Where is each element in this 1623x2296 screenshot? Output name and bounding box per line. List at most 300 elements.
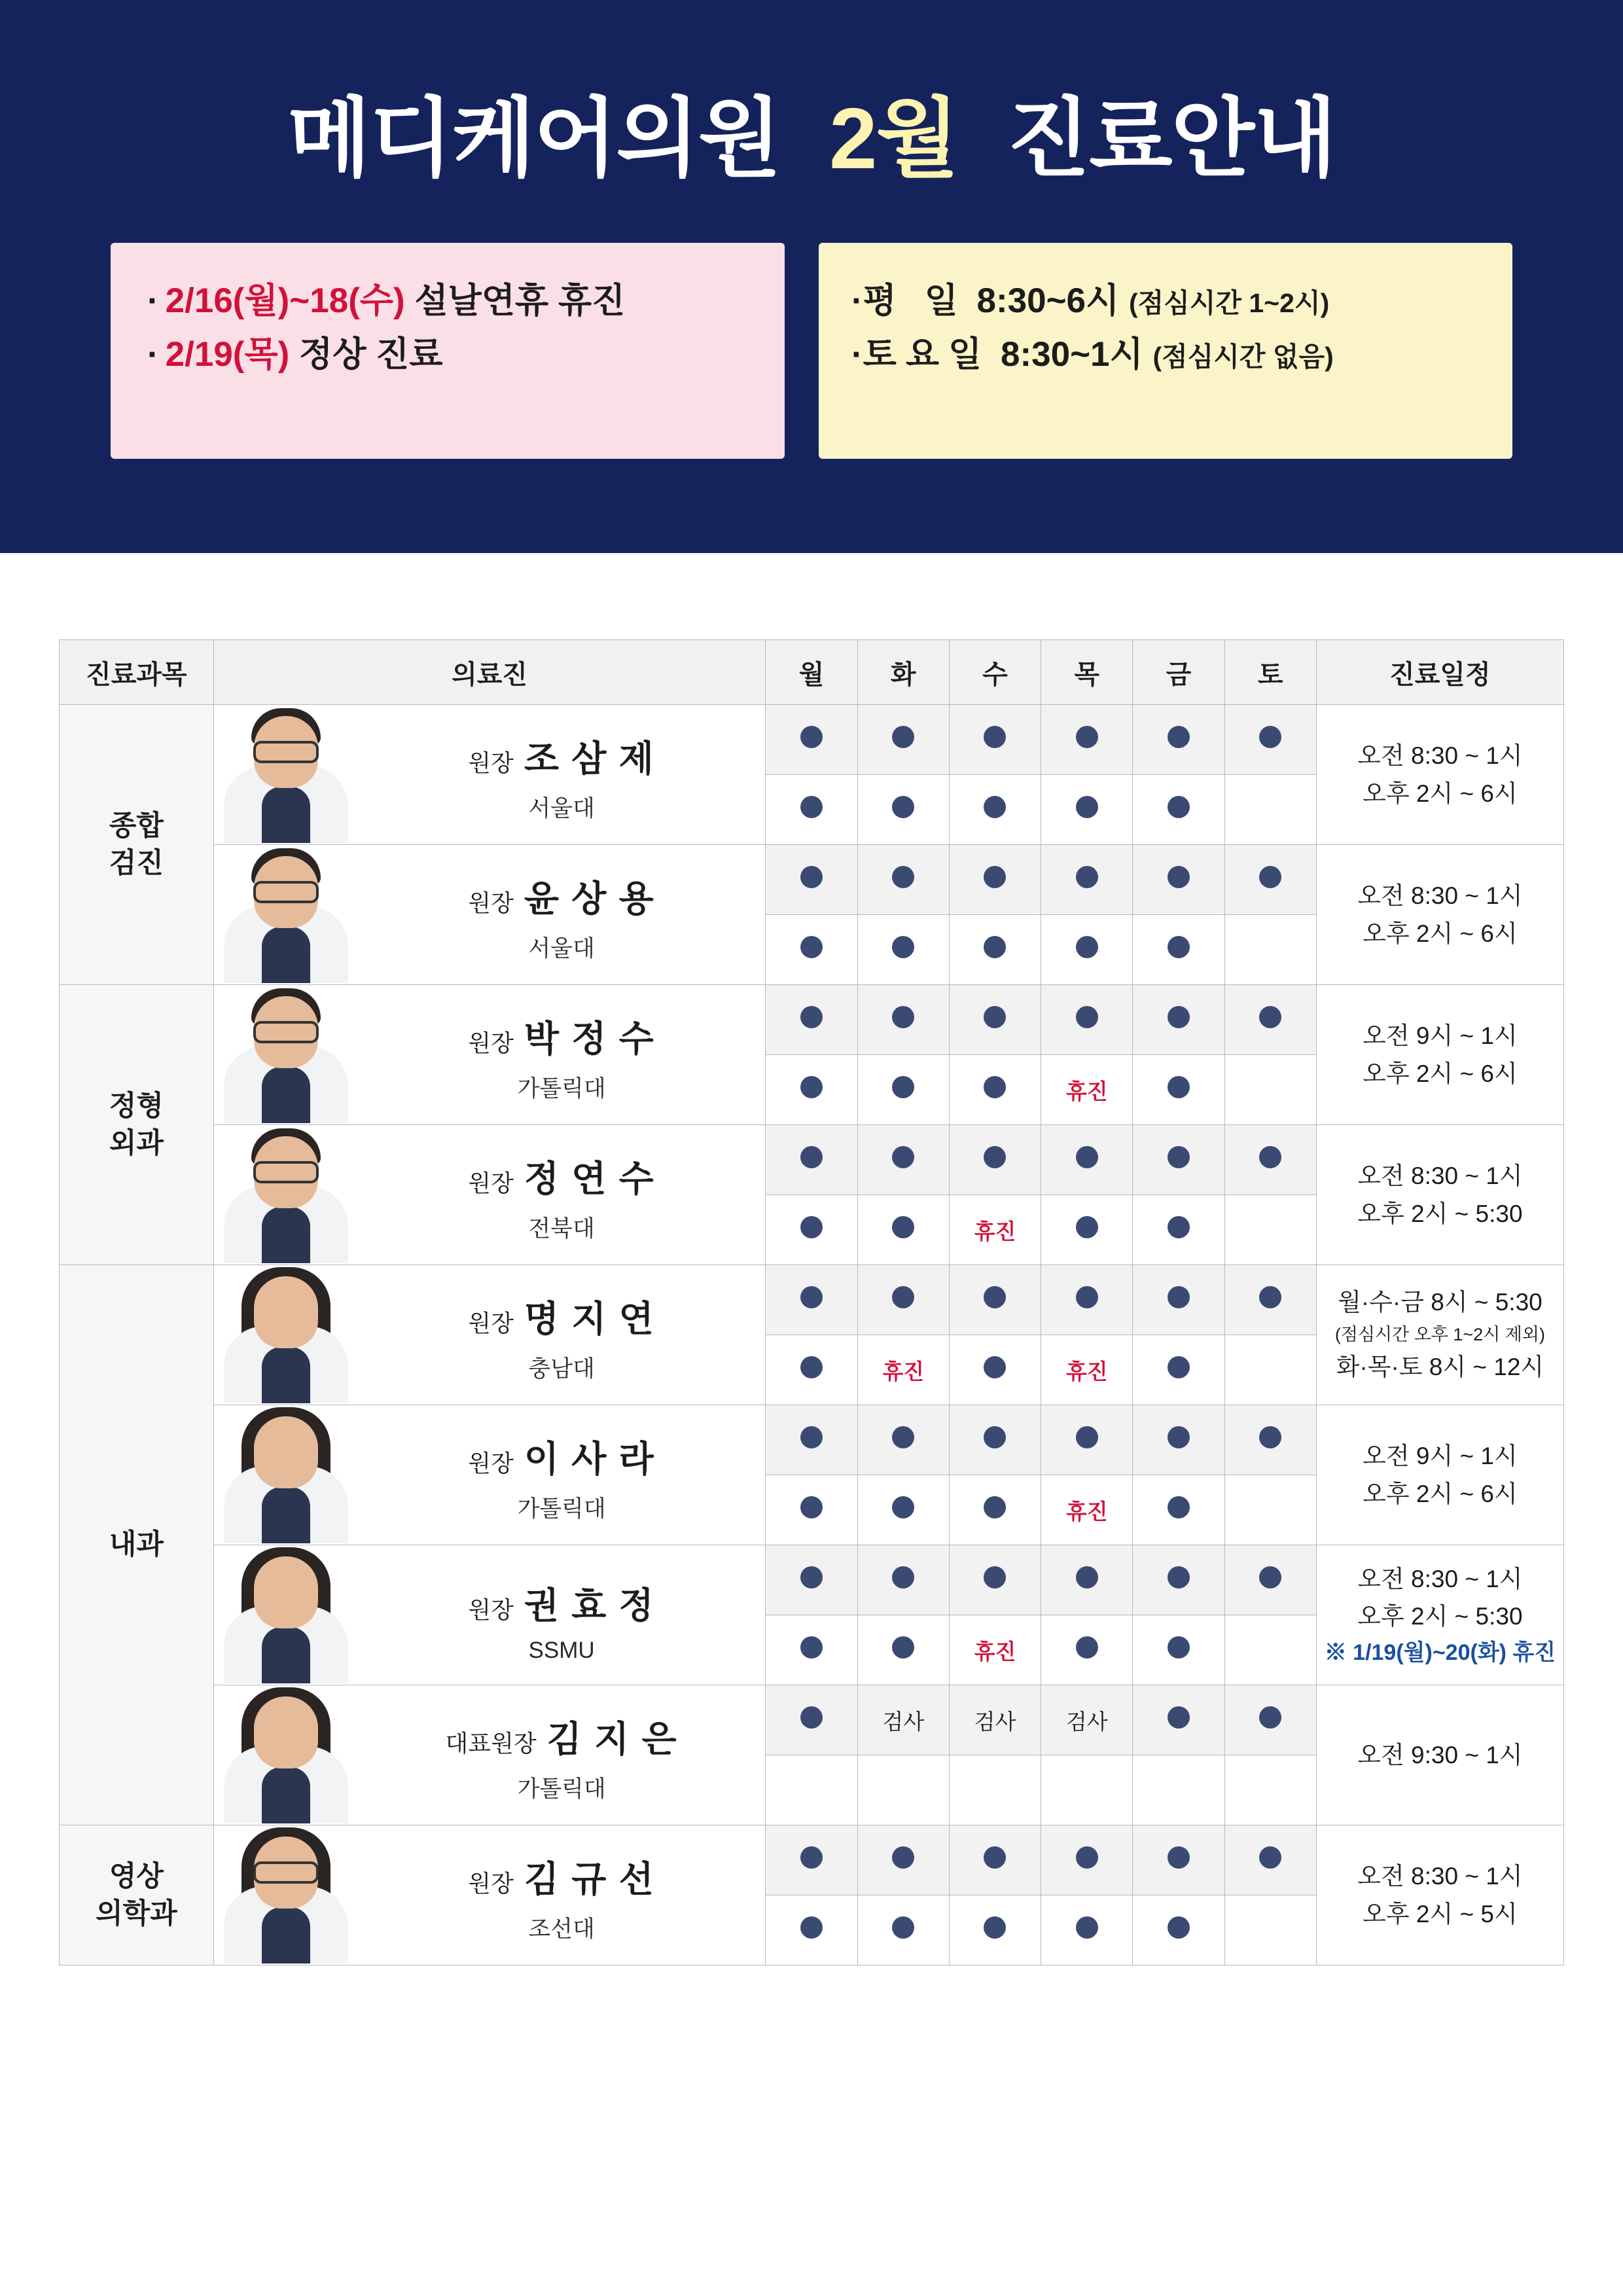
am-day-3 (1041, 1545, 1133, 1615)
department-label-2: 의학과 (96, 1897, 177, 1929)
doctor-fullname: 조 삼 제 (524, 738, 655, 779)
doctor-school: SSMU (528, 1637, 595, 1663)
available-dot-icon (1168, 796, 1190, 818)
available-dot-icon (800, 796, 823, 818)
th-department: 진료과목 (60, 640, 214, 705)
am-day-2 (949, 1405, 1041, 1475)
notice-bullet-1: · (147, 281, 159, 320)
am-day-2 (949, 845, 1041, 915)
pm-day-1 (857, 775, 949, 845)
th-doctor: 의료진 (213, 640, 766, 705)
am-day-4 (1133, 705, 1224, 775)
available-dot-icon (984, 1426, 1006, 1448)
department-label-1: 정형 (109, 1090, 164, 1122)
available-dot-icon (800, 1286, 823, 1308)
doctor-name (358, 1150, 766, 1202)
am-day-0 (766, 1125, 857, 1195)
schedule-table-wrap (59, 639, 1564, 1965)
doctor-fullname: 이 사 라 (524, 1438, 655, 1479)
available-dot-icon (984, 1146, 1006, 1168)
pm-day-3 (1041, 775, 1133, 845)
schedule-line-1: 오전 8:30 ~ 1시 (1357, 1863, 1523, 1890)
available-dot-icon (1076, 1286, 1098, 1308)
am-day-3 (1041, 1405, 1133, 1475)
schedule-line-1: 오전 8:30 ~ 1시 (1357, 1162, 1523, 1190)
available-dot-icon (1168, 726, 1190, 748)
pm-day-3 (1041, 1895, 1133, 1965)
available-dot-icon (892, 1636, 914, 1659)
pm-day-2 (949, 1755, 1041, 1825)
doctor-school: 조선대 (528, 1916, 595, 1942)
pm-day-4 (1133, 1895, 1224, 1965)
available-dot-icon (984, 1286, 1006, 1308)
schedule-line-2: 오후 2시 ~ 6시 (1363, 1480, 1518, 1507)
am-day-1 (857, 1265, 949, 1335)
doctor-cell (213, 985, 766, 1125)
am-day-5 (1224, 985, 1316, 1055)
pm-day-5 (1224, 775, 1316, 845)
closed-label: 휴진 (974, 1639, 1016, 1664)
exam-label: 검사 (882, 1709, 925, 1734)
hours-bullet-2: · (851, 335, 863, 374)
am-day-1 (857, 1125, 949, 1195)
am-day-5 (1224, 1125, 1316, 1195)
pm-day-2 (949, 1475, 1041, 1545)
pm-day-0 (766, 1195, 857, 1265)
available-dot-icon (1076, 1916, 1098, 1939)
schedule-cell (1316, 1125, 1563, 1265)
table-row (60, 845, 1564, 915)
doctor-fullname: 박 정 수 (524, 1018, 655, 1059)
department-cell (60, 1825, 214, 1965)
opening-hours-box (819, 243, 1512, 459)
am-day-4 (1133, 1265, 1224, 1335)
doctor-school: 충남대 (528, 1355, 595, 1382)
pm-day-1 (857, 1615, 949, 1685)
am-day-0 (766, 1545, 857, 1615)
doctor-photo (214, 847, 358, 983)
available-dot-icon (1168, 1636, 1190, 1659)
am-day-4 (1133, 1405, 1224, 1475)
doctor-fullname: 명 지 연 (524, 1298, 655, 1339)
hours-note-saturday: (점심시간 없음) (1152, 342, 1334, 372)
notice-text-1: 설날연휴 휴진 (414, 281, 626, 320)
table-row (60, 1545, 1564, 1615)
pm-day-4 (1133, 1055, 1224, 1125)
exam-label: 검사 (1065, 1709, 1108, 1734)
am-day-0 (766, 1825, 857, 1895)
available-dot-icon (800, 866, 823, 888)
schedule-line-2: 오후 2시 ~ 6시 (1363, 780, 1518, 807)
available-dot-icon (1259, 1566, 1281, 1588)
am-day-4 (1133, 1125, 1224, 1195)
available-dot-icon (984, 1076, 1006, 1098)
available-dot-icon (1168, 1286, 1190, 1308)
available-dot-icon (800, 1216, 823, 1238)
available-dot-icon (1076, 1216, 1098, 1238)
doctor-photo (214, 1827, 358, 1964)
available-dot-icon (984, 1006, 1006, 1028)
am-day-5 (1224, 1545, 1316, 1615)
am-day-3 (1041, 705, 1133, 775)
doctor-cell (213, 1825, 766, 1965)
available-dot-icon (892, 1146, 914, 1168)
doctor-fullname: 김 지 은 (546, 1718, 678, 1759)
hours-time-saturday: 8:30~1시 (1001, 335, 1143, 374)
available-dot-icon (892, 1006, 914, 1028)
table-row (60, 705, 1564, 775)
pm-day-1 (857, 1195, 949, 1265)
pm-day-0 (766, 1335, 857, 1405)
table-row (60, 1405, 1564, 1475)
am-day-2 (949, 1545, 1041, 1615)
doctor-role: 대표원장 (445, 1729, 537, 1757)
schedule-cell (1316, 705, 1563, 845)
pm-day-5 (1224, 1615, 1316, 1685)
schedule-line-1: 오전 9시 ~ 1시 (1363, 1022, 1518, 1050)
th-day-sat: 토 (1224, 640, 1316, 705)
pm-day-3 (1041, 915, 1133, 985)
am-day-2 (949, 1125, 1041, 1195)
am-day-4 (1133, 1825, 1224, 1895)
available-dot-icon (1076, 1006, 1098, 1028)
available-dot-icon (984, 936, 1006, 958)
pm-day-0 (766, 1475, 857, 1545)
available-dot-icon (1259, 1706, 1281, 1729)
doctor-school: 서울대 (528, 795, 595, 821)
doctor-role: 원장 (468, 1449, 514, 1477)
title-month: 2월 (829, 90, 958, 187)
pm-day-3 (1041, 1475, 1133, 1545)
am-day-3 (1041, 985, 1133, 1055)
schedule-cell (1316, 1685, 1563, 1825)
doctor-photo (214, 1267, 358, 1403)
department-cell (60, 705, 214, 985)
department-cell (60, 985, 214, 1265)
pm-day-0 (766, 1055, 857, 1125)
hours-note-weekday: (점심시간 1~2시) (1128, 288, 1330, 318)
hours-time-weekday: 8:30~6시 (976, 281, 1120, 320)
pm-day-5 (1224, 1335, 1316, 1405)
am-day-4 (1133, 985, 1224, 1055)
available-dot-icon (800, 726, 823, 748)
available-dot-icon (892, 1426, 914, 1448)
pm-day-5 (1224, 915, 1316, 985)
header-info-boxes (0, 243, 1623, 459)
available-dot-icon (892, 1216, 914, 1238)
available-dot-icon (1076, 1636, 1098, 1659)
pm-day-2 (949, 1195, 1041, 1265)
schedule-cell (1316, 845, 1563, 985)
doctor-fullname: 권 효 정 (524, 1585, 655, 1626)
table-row (60, 1265, 1564, 1335)
available-dot-icon (892, 796, 914, 818)
schedule-line-alt-1: 화·목·토 8시 ~ 12시 (1336, 1354, 1544, 1381)
available-dot-icon (1168, 1006, 1190, 1028)
pm-day-4 (1133, 1475, 1224, 1545)
doctor-role: 원장 (468, 1029, 514, 1056)
doctor-role: 원장 (468, 749, 514, 776)
th-day-tue: 화 (857, 640, 949, 705)
available-dot-icon (1259, 866, 1281, 888)
am-day-2 (949, 1685, 1041, 1755)
doctor-role: 원장 (468, 889, 514, 916)
available-dot-icon (1259, 1846, 1281, 1869)
table-head (60, 640, 1564, 705)
pm-day-1 (857, 1055, 949, 1125)
pm-day-4 (1133, 775, 1224, 845)
pm-day-4 (1133, 1755, 1224, 1825)
available-dot-icon (1168, 1496, 1190, 1518)
schedule-line-2: 오후 2시 ~ 5:30 (1357, 1603, 1523, 1630)
am-day-2 (949, 705, 1041, 775)
schedule-cell (1316, 985, 1563, 1125)
pm-day-1 (857, 1475, 949, 1545)
schedule-cell (1316, 1265, 1563, 1405)
table-row (60, 985, 1564, 1055)
doctor-photo (214, 1407, 358, 1543)
am-day-4 (1133, 1545, 1224, 1615)
doctor-cell (213, 1685, 766, 1825)
available-dot-icon (984, 1846, 1006, 1869)
am-day-1 (857, 1405, 949, 1475)
available-dot-icon (1168, 1356, 1190, 1378)
schedule-cell (1316, 1825, 1563, 1965)
pm-day-5 (1224, 1755, 1316, 1825)
pm-day-0 (766, 775, 857, 845)
doctor-role: 원장 (468, 1596, 514, 1623)
available-dot-icon (800, 1566, 823, 1588)
doctor-photo (214, 1127, 358, 1263)
th-day-thu: 목 (1041, 640, 1133, 705)
am-day-1 (857, 845, 949, 915)
available-dot-icon (1076, 796, 1098, 818)
pm-day-3 (1041, 1335, 1133, 1405)
available-dot-icon (1076, 866, 1098, 888)
doctor-school: 서울대 (528, 935, 595, 961)
doctor-school: 가톨릭대 (517, 1075, 606, 1102)
available-dot-icon (800, 1636, 823, 1659)
pm-day-1 (857, 1895, 949, 1965)
notice-text-2: 정상 진료 (299, 335, 443, 374)
available-dot-icon (1168, 1916, 1190, 1939)
pm-day-2 (949, 1055, 1041, 1125)
available-dot-icon (1259, 1006, 1281, 1028)
closed-label: 휴진 (1065, 1359, 1108, 1384)
pm-day-4 (1133, 1615, 1224, 1685)
hours-label-saturday: 토요일 (863, 335, 991, 374)
table-row (60, 1825, 1564, 1895)
doctor-fullname: 윤 상 용 (524, 878, 655, 919)
available-dot-icon (800, 936, 823, 958)
closed-label: 휴진 (974, 1219, 1016, 1244)
table-row (60, 1685, 1564, 1755)
department-cell (60, 1265, 214, 1825)
am-day-0 (766, 1265, 857, 1335)
available-dot-icon (892, 936, 914, 958)
available-dot-icon (1168, 1076, 1190, 1098)
pm-day-4 (1133, 1335, 1224, 1405)
available-dot-icon (1168, 1706, 1190, 1729)
pm-day-5 (1224, 1475, 1316, 1545)
available-dot-icon (1259, 1286, 1281, 1308)
pm-day-3 (1041, 1055, 1133, 1125)
available-dot-icon (800, 1076, 823, 1098)
notice-date-2: 2/19(목) (165, 335, 290, 374)
doctor-cell (213, 705, 766, 845)
am-day-1 (857, 1825, 949, 1895)
doctor-name (358, 1290, 766, 1342)
schedule-note: (점심시간 오후 1~2시 제외) (1334, 1324, 1545, 1344)
available-dot-icon (800, 1006, 823, 1028)
am-day-2 (949, 1825, 1041, 1895)
am-day-0 (766, 1405, 857, 1475)
available-dot-icon (984, 1916, 1006, 1939)
schedule-line-1: 오전 9:30 ~ 1시 (1357, 1741, 1523, 1768)
doctor-name (358, 730, 766, 781)
am-day-5 (1224, 1825, 1316, 1895)
am-day-3 (1041, 845, 1133, 915)
pm-day-2 (949, 1895, 1041, 1965)
available-dot-icon (800, 1916, 823, 1939)
am-day-0 (766, 705, 857, 775)
pm-day-0 (766, 1895, 857, 1965)
pm-day-3 (1041, 1615, 1133, 1685)
pm-day-3 (1041, 1755, 1133, 1825)
pm-day-1 (857, 1335, 949, 1405)
available-dot-icon (800, 1706, 823, 1729)
doctor-cell (213, 1125, 766, 1265)
available-dot-icon (892, 726, 914, 748)
am-day-1 (857, 1685, 949, 1755)
am-day-5 (1224, 845, 1316, 915)
doctor-name (358, 1710, 766, 1762)
available-dot-icon (892, 1566, 914, 1588)
pm-day-4 (1133, 1195, 1224, 1265)
schedule-line-2: 오후 2시 ~ 5시 (1363, 1900, 1518, 1928)
pm-day-5 (1224, 1055, 1316, 1125)
available-dot-icon (1168, 936, 1190, 958)
available-dot-icon (984, 726, 1006, 748)
available-dot-icon (1168, 866, 1190, 888)
table-body (60, 705, 1564, 1965)
th-schedule: 진료일정 (1316, 640, 1563, 705)
doctor-name (358, 1010, 766, 1062)
am-day-5 (1224, 1685, 1316, 1755)
pm-day-3 (1041, 1195, 1133, 1265)
closed-label: 휴진 (882, 1359, 925, 1384)
doctor-cell (213, 1545, 766, 1685)
available-dot-icon (1076, 936, 1098, 958)
notice-line-1 (147, 274, 785, 328)
doctor-fullname: 김 규 선 (524, 1858, 655, 1899)
am-day-4 (1133, 1685, 1224, 1755)
available-dot-icon (984, 1566, 1006, 1588)
available-dot-icon (892, 1916, 914, 1939)
page-title (0, 0, 1623, 193)
available-dot-icon (1168, 1426, 1190, 1448)
schedule-line-1: 오전 9시 ~ 1시 (1363, 1443, 1518, 1470)
pm-day-0 (766, 1615, 857, 1685)
doctor-school: 가톨릭대 (517, 1496, 606, 1522)
department-label-2: 검진 (109, 847, 164, 879)
am-day-1 (857, 985, 949, 1055)
th-day-wed: 수 (949, 640, 1041, 705)
doctor-photo (214, 1687, 358, 1823)
available-dot-icon (800, 1356, 823, 1378)
schedule-line-1: 월·수·금 8시 ~ 5:30 (1338, 1289, 1543, 1316)
department-label-1: 영상 (109, 1860, 164, 1892)
doctor-name (358, 870, 766, 922)
available-dot-icon (1076, 726, 1098, 748)
pm-day-2 (949, 775, 1041, 845)
hours-bullet-1: · (851, 281, 863, 320)
notice-line-2 (147, 328, 785, 382)
exam-label: 검사 (974, 1709, 1016, 1734)
available-dot-icon (1076, 1846, 1098, 1869)
doctor-name (358, 1430, 766, 1482)
doctor-cell (213, 1265, 766, 1405)
table-row (60, 1125, 1564, 1195)
doctor-cell (213, 1405, 766, 1545)
am-day-5 (1224, 1405, 1316, 1475)
department-label-2: 외과 (109, 1127, 164, 1159)
available-dot-icon (892, 1076, 914, 1098)
holiday-notice-box (111, 243, 785, 459)
am-day-0 (766, 1685, 857, 1755)
doctor-name (358, 1577, 766, 1628)
available-dot-icon (984, 1356, 1006, 1378)
schedule-line-2: 오후 2시 ~ 6시 (1363, 920, 1518, 947)
doctor-fullname: 정 연 수 (524, 1158, 655, 1199)
am-day-2 (949, 1265, 1041, 1335)
am-day-0 (766, 985, 857, 1055)
pm-day-2 (949, 1335, 1041, 1405)
th-day-fri: 금 (1133, 640, 1224, 705)
am-day-0 (766, 845, 857, 915)
doctor-cell (213, 845, 766, 985)
available-dot-icon (800, 1496, 823, 1518)
schedule-highlight-note: ※ 1/19(월)~20(화) 휴진 (1324, 1640, 1556, 1665)
doctor-role: 원장 (468, 1169, 514, 1196)
available-dot-icon (1259, 1146, 1281, 1168)
hours-line-saturday (851, 328, 1512, 382)
available-dot-icon (1168, 1146, 1190, 1168)
pm-day-5 (1224, 1195, 1316, 1265)
available-dot-icon (1168, 1216, 1190, 1238)
am-day-5 (1224, 1265, 1316, 1335)
pm-day-4 (1133, 915, 1224, 985)
available-dot-icon (1076, 1146, 1098, 1168)
available-dot-icon (1168, 1566, 1190, 1588)
available-dot-icon (984, 866, 1006, 888)
notice-bullet-2: · (147, 335, 159, 374)
schedule-line-1: 오전 8:30 ~ 1시 (1357, 882, 1523, 910)
pm-day-2 (949, 915, 1041, 985)
am-day-3 (1041, 1825, 1133, 1895)
pm-day-0 (766, 915, 857, 985)
closed-label: 휴진 (1065, 1079, 1108, 1103)
pm-day-1 (857, 1755, 949, 1825)
schedule-line-1: 오전 8:30 ~ 1시 (1357, 1565, 1523, 1592)
doctor-photo (214, 1547, 358, 1683)
available-dot-icon (984, 796, 1006, 818)
available-dot-icon (800, 1846, 823, 1869)
am-day-4 (1133, 845, 1224, 915)
pm-day-2 (949, 1615, 1041, 1685)
schedule-line-2: 오후 2시 ~ 6시 (1363, 1060, 1518, 1087)
schedule-line-1: 오전 8:30 ~ 1시 (1357, 742, 1523, 770)
